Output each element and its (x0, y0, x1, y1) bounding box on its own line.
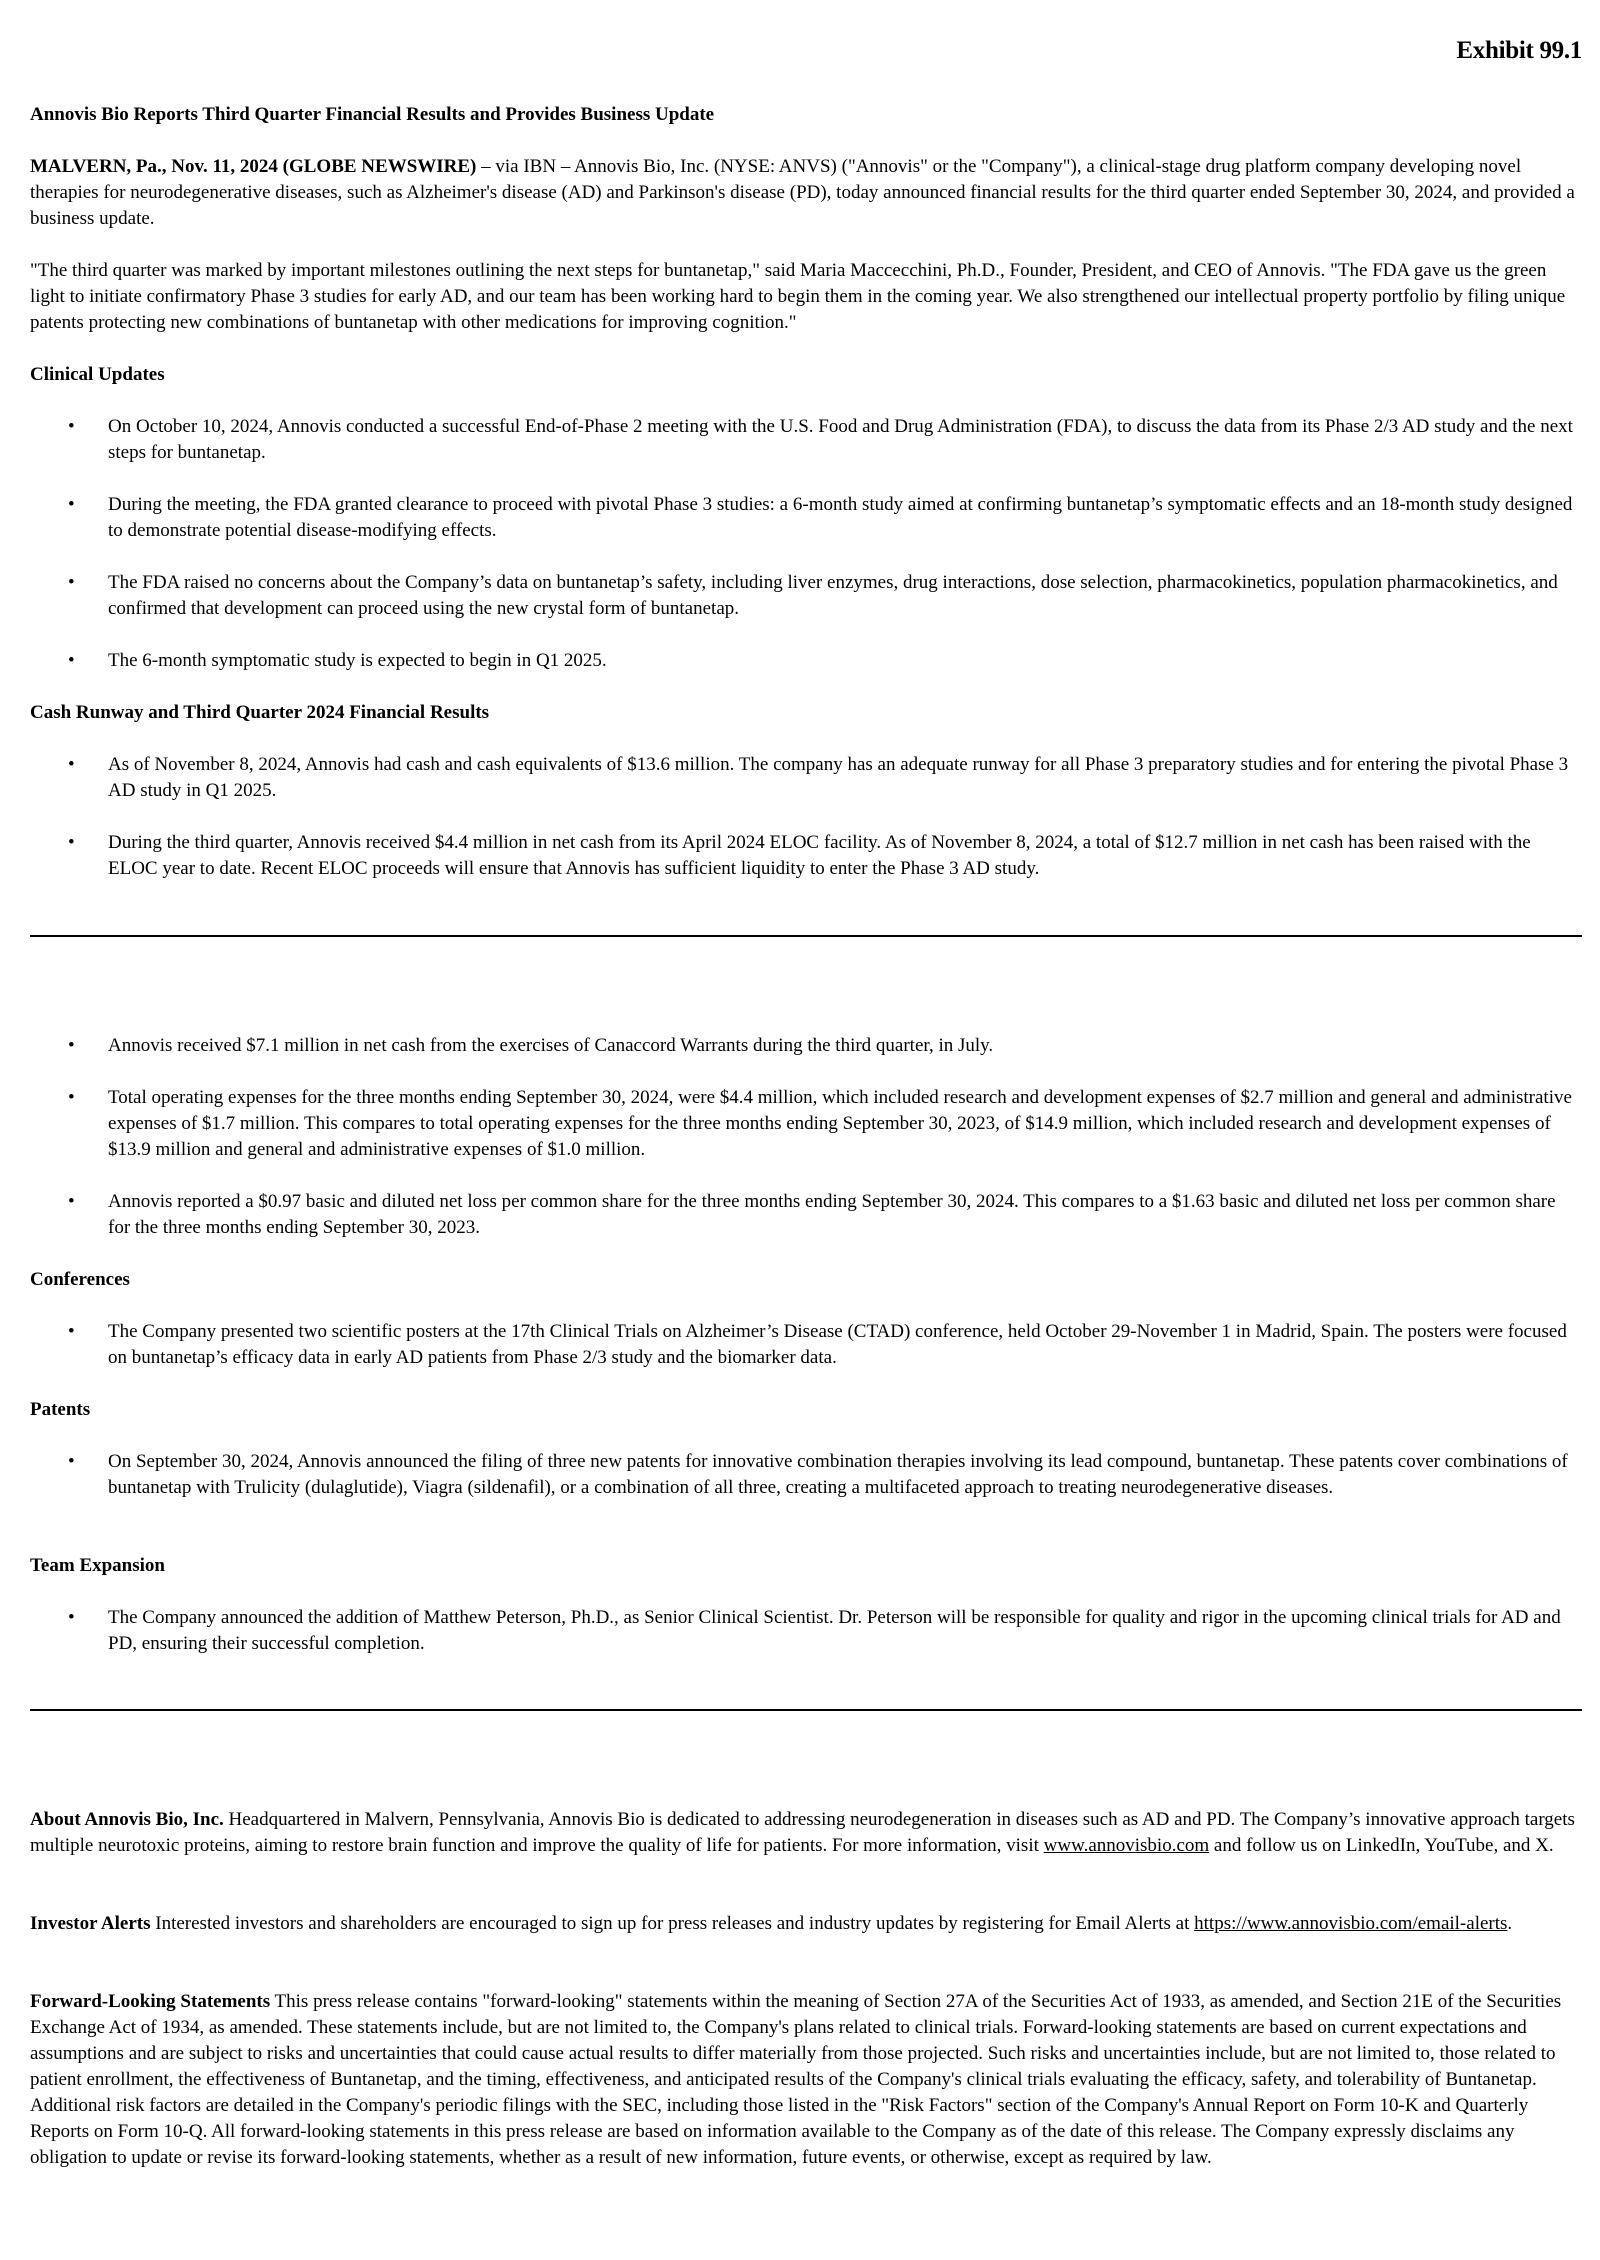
bullet-icon: • (68, 832, 75, 853)
bullet-icon: • (68, 1087, 75, 1108)
forward-looking-paragraph: Forward-Looking Statements This press release contains "forward-looking" statements within the meaning of Section 27A of the Securities Act of 1933, as amended, and Section 21E of the Securities Exchange Act of 1934, as amended. These statements include, but are not limited to, the Company's plans related to clinical trials. Forward-looking statements are based on current expectations and assumptions and are subject to risks and uncertainties that could cause actual results to differ materially from those projected. Such risks and uncertainties include, but are not limited to, those related to patient enrollment, the effectiveness of Buntanetap, and the timing, effectiveness, and anticipated results of the Company's clinical trials evaluating the efficacy, safety, and tolerability of Buntanetap. Additional risk factors are detailed in the Company's periodic filings with the SEC, including those listed in the "Risk Factors" section of the Company's Annual Report on Form 10-K and Quarterly Reports on Form 10-Q. All forward-looking statements in this press release are based on information available to the Company as of the date of this release. The Company expressly disclaims any obligation to update or revise its forward-looking statements, whether as a result of new information, future events, or otherwise, except as required by law. (30, 1991, 1562, 2168)
list-item: • Total operating expenses for the three months ending September 30, 2024, were $4.4 million, which included research and development expenses of $2.7 million and general and administrative expenses of $1.7 million. This compares to total operating expenses for the three months ending September 30, 2023, of $14.9 million, which included research and development expenses of $13.9 million and general and administrative expenses of $1.0 million. (68, 1087, 1572, 1160)
list-item: • Annovis received $7.1 million in net cash from the exercises of Canaccord Warrants during the third quarter, in July. (30, 1033, 1582, 1059)
patents-heading: Patents (30, 1399, 91, 1420)
forward-looking-lead: Forward-Looking Statements (30, 1991, 271, 2012)
intro-paragraph (30, 154, 1582, 232)
cash-runway-heading: Cash Runway and Third Quarter 2024 Financial Results (30, 702, 490, 723)
intro-text: – via IBN – Annovis Bio, Inc. (NYSE: ANVS) ("Annovis" or the "Company"), a clinical-stage drug platform company developing novel therapies for neurodegenerative diseases, such as Alzheimer's disease (AD) and Parkinson's disease (PD), today announced financial results for the third quarter ended September 30, 2024, and provided a business update. (30, 156, 1575, 229)
page-divider (30, 935, 1582, 937)
bullet-icon: • (68, 1191, 75, 1212)
clinical-updates-heading: Clinical Updates (30, 364, 165, 385)
list-item: • On September 30, 2024, Annovis announced the filing of three new patents for innovative combination therapies involving its lead compound, buntanetap. These patents cover combinations of buntanetap with Trulicity (dulaglutide), Viagra (sildenafil), or a combination of all three, creating a multifaceted approach to treating neurodegenerative diseases. (68, 1451, 1568, 1498)
bullet-icon: • (68, 1321, 75, 1342)
bullet-icon: • (68, 650, 75, 671)
dateline: MALVERN, Pa., Nov. 11, 2024 (GLOBE NEWSWIRE) (30, 156, 477, 177)
team-expansion-list (30, 1605, 1582, 1657)
list-item: • As of November 8, 2024, Annovis had cash and cash equivalents of $13.6 million. The company has an adequate runway for all Phase 3 preparatory studies and for entering the pivotal Phase 3 AD study in Q1 2025. (68, 754, 1569, 801)
press-release-title: Annovis Bio Reports Third Quarter Financial Results and Provides Business Update (30, 104, 715, 125)
investor-alerts-lead: Investor Alerts (30, 1913, 151, 1934)
ceo-quote-paragraph: "The third quarter was marked by important milestones outlining the next steps for buntanetap," said Maria Maccecchini, Ph.D., Founder, President, and CEO of Annovis. "The FDA gave us the green light to initiate confirmatory Phase 3 studies for early AD, and our team has been working hard to begin them in the coming year. We also strengthened our intellectual property portfolio by filing unique patents protecting new combinations of buntanetap with other medications for improving cognition." (30, 260, 1566, 333)
bullet-icon: • (68, 494, 75, 515)
list-item: • Annovis reported a $0.97 basic and diluted net loss per common share for the three months ending September 30, 2024. This compares to a $1.63 basic and diluted net loss per common share for the three months ending September 30, 2023. (68, 1191, 1556, 1238)
cash-runway-list (30, 752, 1582, 882)
exhibit-label: Exhibit 99.1 (1456, 37, 1582, 64)
clinical-updates-list (30, 414, 1582, 674)
about-lead: About Annovis Bio, Inc. (30, 1809, 224, 1830)
bullet-icon: • (68, 1451, 75, 1472)
about-paragraph: About Annovis Bio, Inc. Headquartered in Malvern, Pennsylvania, Annovis Bio is dedicated to addressing neurodegeneration in diseases such as AD and PD. The Company’s innovative approach targets multiple neurotoxic proteins, aiming to restore brain function and improve the quality of life for patients. For more information, visit www.annovisbio.com and follow us on LinkedIn, YouTube, and X. (30, 1809, 1575, 1856)
list-item: • The FDA raised no concerns about the Company’s data on buntanetap’s safety, including liver enzymes, drug interactions, dose selection, pharmacokinetics, population pharmacokinetics, and confirmed that development can proceed using the new crystal form of buntanetap. (68, 572, 1558, 619)
list-item: • On October 10, 2024, Annovis conducted a successful End-of-Phase 2 meeting with the U.S. Food and Drug Administration (FDA), to discuss the data from its Phase 2/3 AD study and the next steps for buntanetap. (68, 416, 1573, 463)
bullet-icon: • (68, 416, 75, 437)
email-alerts-link[interactable]: https://www.annovisbio.com/email-alerts (1194, 1913, 1508, 1934)
bullet-icon: • (68, 1607, 75, 1628)
website-link[interactable]: www.annovisbio.com (1043, 1835, 1210, 1856)
investor-alerts-paragraph: Investor Alerts Interested investors and shareholders are encouraged to sign up for press releases and industry updates by registering for Email Alerts at https://www.annovisbio.com/email-alerts. (30, 1913, 1513, 1934)
list-item: • The 6-month symptomatic study is expected to begin in Q1 2025. (30, 648, 1582, 674)
list-item: • During the meeting, the FDA granted clearance to proceed with pivotal Phase 3 studies: a 6-month study aimed at confirming buntanetap’s symptomatic effects and an 18-month study designed to demonstrate potential disease-modifying effects. (68, 494, 1573, 541)
patents-list (30, 1449, 1582, 1501)
list-item: • During the third quarter, Annovis received $4.4 million in net cash from its April 2024 ELOC facility. As of November 8, 2024, a total of $12.7 million in net cash has been raised with the ELOC year to date. Recent ELOC proceeds will ensure that Annovis has sufficient liquidity to enter the Phase 3 AD study. (68, 832, 1531, 879)
team-expansion-heading: Team Expansion (30, 1555, 165, 1576)
list-item: • The Company presented two scientific posters at the 17th Clinical Trials on Alzheimer’s Disease (CTAD) conference, held October 29-November 1 in Madrid, Spain. The posters were focused on buntanetap’s efficacy data in early AD patients from Phase 2/3 study and the biomarker data. (68, 1321, 1567, 1368)
cash-runway-list-continued (30, 1033, 1582, 1241)
bullet-icon: • (68, 572, 75, 593)
conferences-heading: Conferences (30, 1269, 130, 1290)
bullet-icon: • (68, 1035, 75, 1056)
list-item: • The Company announced the addition of Matthew Peterson, Ph.D., as Senior Clinical Scientist. Dr. Peterson will be responsible for quality and rigor in the upcoming clinical trials for AD and PD, ensuring their successful completion. (68, 1607, 1561, 1654)
page-divider (30, 1709, 1582, 1711)
conferences-list (30, 1319, 1582, 1371)
bullet-icon: • (68, 754, 75, 775)
